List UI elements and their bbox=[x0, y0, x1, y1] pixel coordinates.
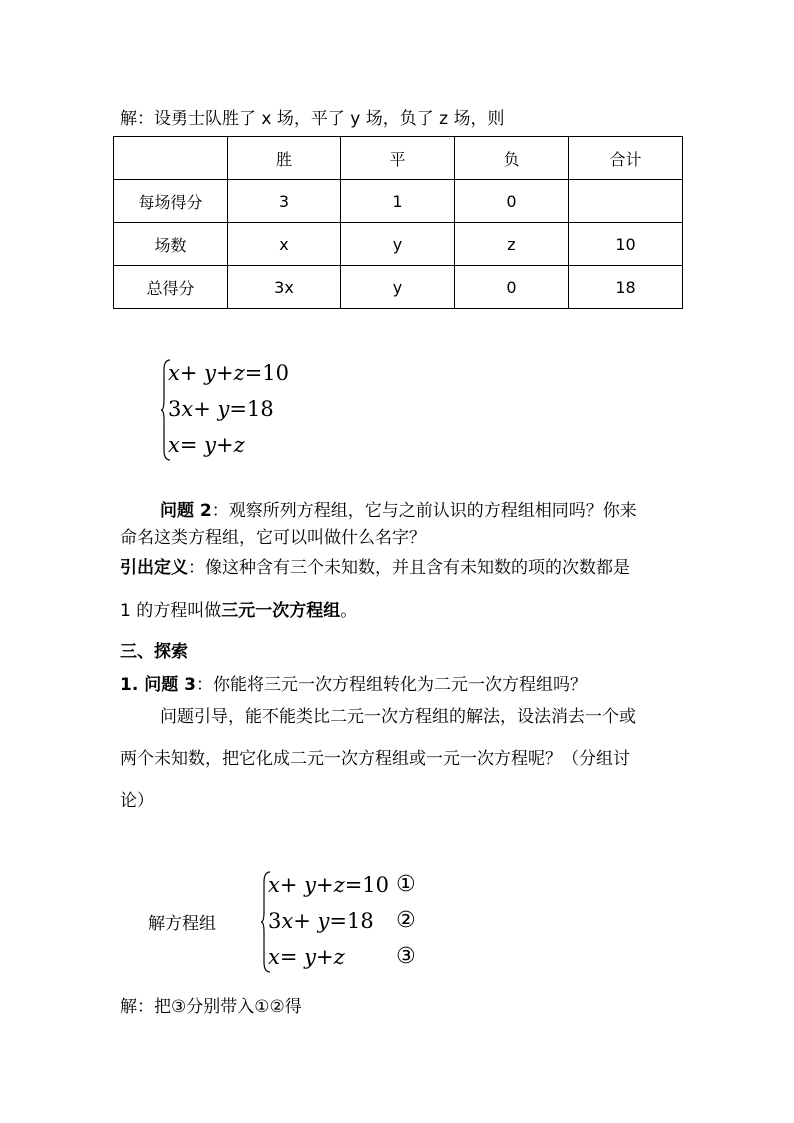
table-cell: y bbox=[341, 223, 455, 266]
guide-line-3: 论） bbox=[120, 791, 154, 811]
table-header-cell: 负 bbox=[455, 137, 569, 180]
table-cell: 总得分 bbox=[114, 266, 228, 309]
section-3-heading: 三、探索 bbox=[120, 642, 188, 662]
equation-1: x+ y+z=10 bbox=[168, 361, 290, 385]
equation-1: x+ y+z=10 bbox=[268, 873, 390, 897]
table-cell: 18 bbox=[569, 266, 683, 309]
table-cell: 1 bbox=[341, 180, 455, 223]
question-3-text: ：你能将三元一次方程组转化为二元一次方程组吗？ bbox=[195, 675, 587, 695]
guide-line-1: 问题引导，能不能类比二元一次方程组的解法，设法消去一个或 bbox=[160, 707, 636, 727]
definition-line-1 bbox=[120, 557, 630, 579]
table-header-row bbox=[114, 137, 683, 180]
table-cell: 10 bbox=[569, 223, 683, 266]
question-2-line-1 bbox=[160, 500, 637, 522]
guide-line-2: 两个未知数，把它化成二元一次方程组或一元一次方程呢？（分组讨 bbox=[120, 749, 630, 769]
question-3-line: 1. 问题 3：你能将三元一次方程组转化为二元一次方程组吗？ bbox=[120, 675, 587, 695]
table-cell: 3x bbox=[228, 266, 341, 309]
solve-label: 解方程组 bbox=[148, 914, 216, 934]
question-2-line-2: 命名这类方程组，它可以叫做什么名字？ bbox=[120, 528, 426, 548]
table-cell: 3 bbox=[228, 180, 341, 223]
table-cell: x bbox=[228, 223, 341, 266]
equation-marker-1: ① bbox=[396, 872, 416, 897]
table-header-cell: 胜 bbox=[228, 137, 341, 180]
definition-text: ：像这种含有三个未知数，并且含有未知数的项的次数都是 bbox=[188, 558, 630, 578]
question-2-text: ：观察所列方程组，它与之前认识的方程组相同吗？你来 bbox=[211, 501, 637, 521]
equation-marker-2: ② bbox=[396, 908, 416, 933]
table-row bbox=[114, 223, 683, 266]
equation-3: x= y+z bbox=[268, 945, 345, 969]
table-cell: 0 bbox=[455, 180, 569, 223]
table-cell: y bbox=[341, 266, 455, 309]
score-table bbox=[113, 136, 683, 309]
table-header-cell: 平 bbox=[341, 137, 455, 180]
equation-2: 3x+ y=18 bbox=[168, 397, 274, 421]
table-cell: 每场得分 bbox=[114, 180, 228, 223]
table-row bbox=[114, 180, 683, 223]
table-cell: 0 bbox=[455, 266, 569, 309]
equation-3: x= y+z bbox=[168, 433, 245, 457]
question-3-label: 问题 3 bbox=[144, 675, 196, 695]
definition-label: 引出定义 bbox=[120, 558, 188, 578]
equation-system-2 bbox=[260, 870, 430, 974]
table-header-cell: 合计 bbox=[569, 137, 683, 180]
equation-2: 3x+ y=18 bbox=[268, 909, 374, 933]
equation-marker-3: ③ bbox=[396, 944, 416, 969]
table-cell: z bbox=[455, 223, 569, 266]
definition-line-2: 1 的方程叫做三元一次方程组。 bbox=[120, 601, 358, 621]
equation-system-1 bbox=[160, 358, 290, 462]
table-cell bbox=[569, 180, 683, 223]
table-row bbox=[114, 266, 683, 309]
question-2-label: 问题 2 bbox=[160, 501, 212, 521]
intro-line: 解：设勇士队胜了 x 场，平了 y 场，负了 z 场，则 bbox=[120, 109, 505, 129]
solution-line: 解：把③分别带入①②得 bbox=[120, 997, 302, 1017]
table-cell: 场数 bbox=[114, 223, 228, 266]
table-header-cell bbox=[114, 137, 228, 180]
definition-term: 三元一次方程组 bbox=[221, 601, 341, 621]
